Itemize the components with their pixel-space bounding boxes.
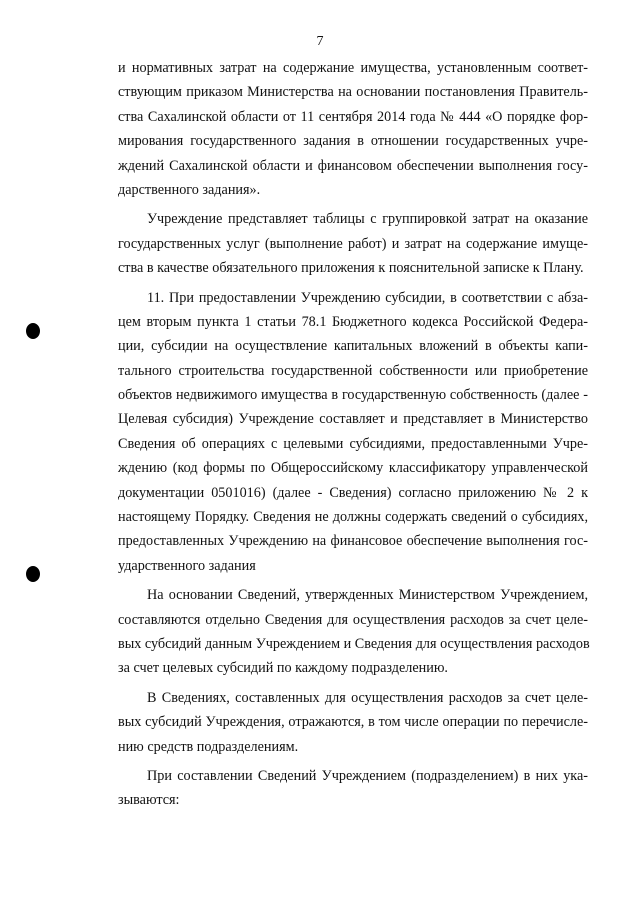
text-line: ства Сахалинской области от 11 сентября 2014 года № 444 «О порядке фор- [118,108,588,125]
text-line: вых субсидий данным Учреждением и Сведения для осуществления расходов [118,635,590,652]
text-line: объектов недвижимого имущества в государственную собственность (далее - [118,387,588,404]
punch-hole-mark [26,566,40,582]
text-line: составляются отдельно Сведения для осуществления расходов за счет целе- [118,611,588,628]
text-line: В Сведениях, составленных для осуществления расходов за счет целе- [147,689,588,706]
paragraph [118,56,588,202]
text-line: нию средств подразделениям. [118,738,299,755]
text-line: ства в качестве обязательного приложения к пояснительной записке к Плану. [118,260,584,277]
text-line: цем вторым пункта 1 статьи 78.1 Бюджетного кодекса Российской Федера- [118,313,588,330]
paragraph [118,207,588,280]
text-line: ствующим приказом Министерства на основании постановления Правитель- [118,84,588,101]
text-line: документации 0501016) (далее - Сведения) согласно приложению № 2 к [118,484,588,501]
text-line: ударственного задания [118,557,256,574]
text-line: Учреждение представляет таблицы с группировкой затрат на оказание [147,211,588,228]
text-line: ции, субсидии на осуществление капитальных вложений в объекты капи- [118,338,588,355]
text-line: государственных услуг (выполнение работ) и затрат на содержание имуще- [118,235,588,252]
page-number: 7 [316,34,324,49]
punch-hole-mark [26,323,40,339]
text-line: При составлении Сведений Учреждением (подразделением) в них ука- [147,767,588,784]
text-line: зываются: [118,792,180,809]
document-body [118,56,588,813]
paragraph [118,764,588,813]
text-line: и нормативных затрат на содержание имущества, установленным соответ- [118,60,588,76]
text-line: Целевая субсидия) Учреждение составляет и представляет в Министерство [118,411,588,428]
text-line: настоящему Порядку. Сведения не должны содержать сведений о субсидиях, [118,509,588,526]
text-line: На основании Сведений, утвержденных Министерством Учреждением, [147,587,588,604]
paragraph [118,686,588,759]
text-line: 11. При предоставлении Учреждению субсидии, в соответствии с абза- [147,289,588,306]
text-line: мирования государственного задания в отношении государственных учре- [118,133,588,150]
text-line: ждений Сахалинской области и финансовом обеспечении выполнения госу- [118,157,588,174]
text-line: Сведения об операциях с целевыми субсидиями, предоставленными Учре- [118,435,588,452]
paragraph [118,286,588,579]
text-line: предоставленных Учреждению на финансовое обеспечение выполнения гос- [118,533,588,550]
text-line: ждению (код формы по Общероссийскому классификатору управленческой [118,460,588,477]
text-line: за счет целевых субсидий по каждому подразделению. [118,660,448,677]
text-line: тального строительства государственной собственности или приобретение [118,362,588,379]
text-line: вых субсидий Учреждения, отражаются, в том числе операции по перечисле- [118,714,588,731]
text-line: дарственного задания». [118,181,261,198]
paragraph [118,583,588,681]
